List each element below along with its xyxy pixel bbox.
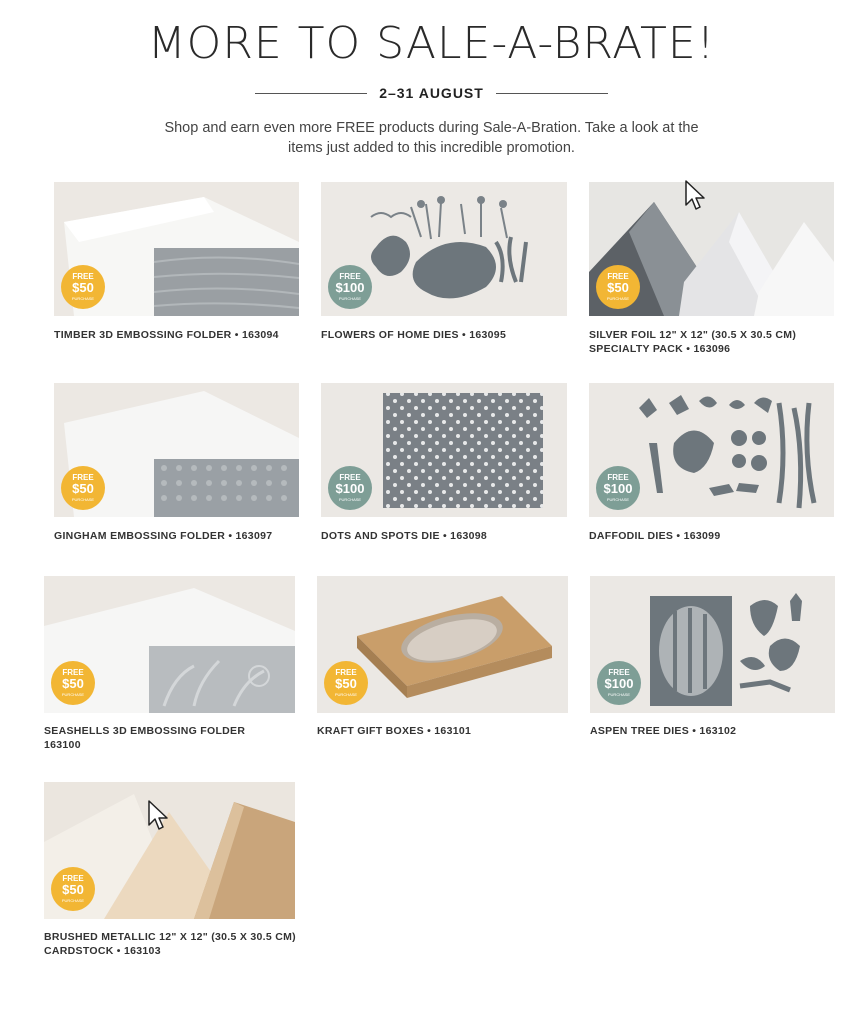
product-card-gingham[interactable] [54,383,299,542]
product-image[interactable] [590,576,835,713]
product-card-timber[interactable] [54,182,299,341]
promo-dates: 2–31 AUGUST [379,85,484,101]
free-badge: FREE $50 PURCHASE [61,265,105,309]
product-caption[interactable]: ASPEN TREE DIES • 163102 [590,725,737,737]
free-badge: FREE $100 PURCHASE [597,661,641,705]
product-card-daffodil[interactable] [589,383,834,542]
product-caption[interactable]: SILVER FOIL 12" X 12" (30.5 X 30.5 CM) SPECIALTY PACK • 163096 [589,329,797,355]
free-badge: FREE $50 PURCHASE [51,867,95,911]
product-card-aspen-tree[interactable] [590,576,835,737]
product-card-dots-and-spots[interactable] [321,383,567,542]
product-caption[interactable]: DOTS AND SPOTS DIE • 163098 [321,530,488,542]
product-image[interactable] [54,182,299,316]
product-card-kraft-gift-boxes[interactable] [317,576,568,737]
free-badge: FREE $100 PURCHASE [596,466,640,510]
free-badge: FREE $50 PURCHASE [51,661,95,705]
divider-left [255,93,367,94]
product-caption[interactable]: BRUSHED METALLIC 12" X 12" (30.5 X 30.5 CM) CARDSTOCK • 163103 [44,931,296,957]
product-caption[interactable]: SEASHELLS 3D EMBOSSING FOLDER 163100 [44,725,246,751]
product-card-silver-foil[interactable] [589,182,834,355]
product-image[interactable] [44,576,295,713]
product-caption[interactable]: GINGHAM EMBOSSING FOLDER • 163097 [54,530,273,542]
mouse-pointer-icon [685,180,707,212]
product-image[interactable] [589,182,834,316]
mouse-pointer-icon [148,800,170,832]
product-caption[interactable]: FLOWERS OF HOME DIES • 163095 [321,329,507,341]
product-card-seashells[interactable] [44,576,295,751]
product-caption[interactable]: DAFFODIL DIES • 163099 [589,530,721,542]
free-badge: FREE $50 PURCHASE [61,466,105,510]
product-image[interactable] [321,182,567,316]
product-caption[interactable]: KRAFT GIFT BOXES • 163101 [317,725,472,737]
intro-text: Shop and earn even more FREE products during Sale-A-Bration. Take a look at the items just added to this incredible promotion. [164,120,699,156]
product-image[interactable] [54,383,299,517]
product-image[interactable] [321,383,567,517]
free-badge: FREE $50 PURCHASE [324,661,368,705]
product-caption[interactable]: TIMBER 3D EMBOSSING FOLDER • 163094 [54,329,279,341]
page-title: MORE TO SALE-A-BRATE! [147,18,716,69]
free-badge: FREE $100 PURCHASE [328,466,372,510]
divider-right [496,93,608,94]
date-row [0,82,863,104]
product-image[interactable] [317,576,568,713]
free-badge: FREE $100 PURCHASE [328,265,372,309]
product-card-flowers-of-home[interactable] [321,182,567,341]
free-badge: FREE $50 PURCHASE [596,265,640,309]
product-image[interactable] [589,383,834,517]
